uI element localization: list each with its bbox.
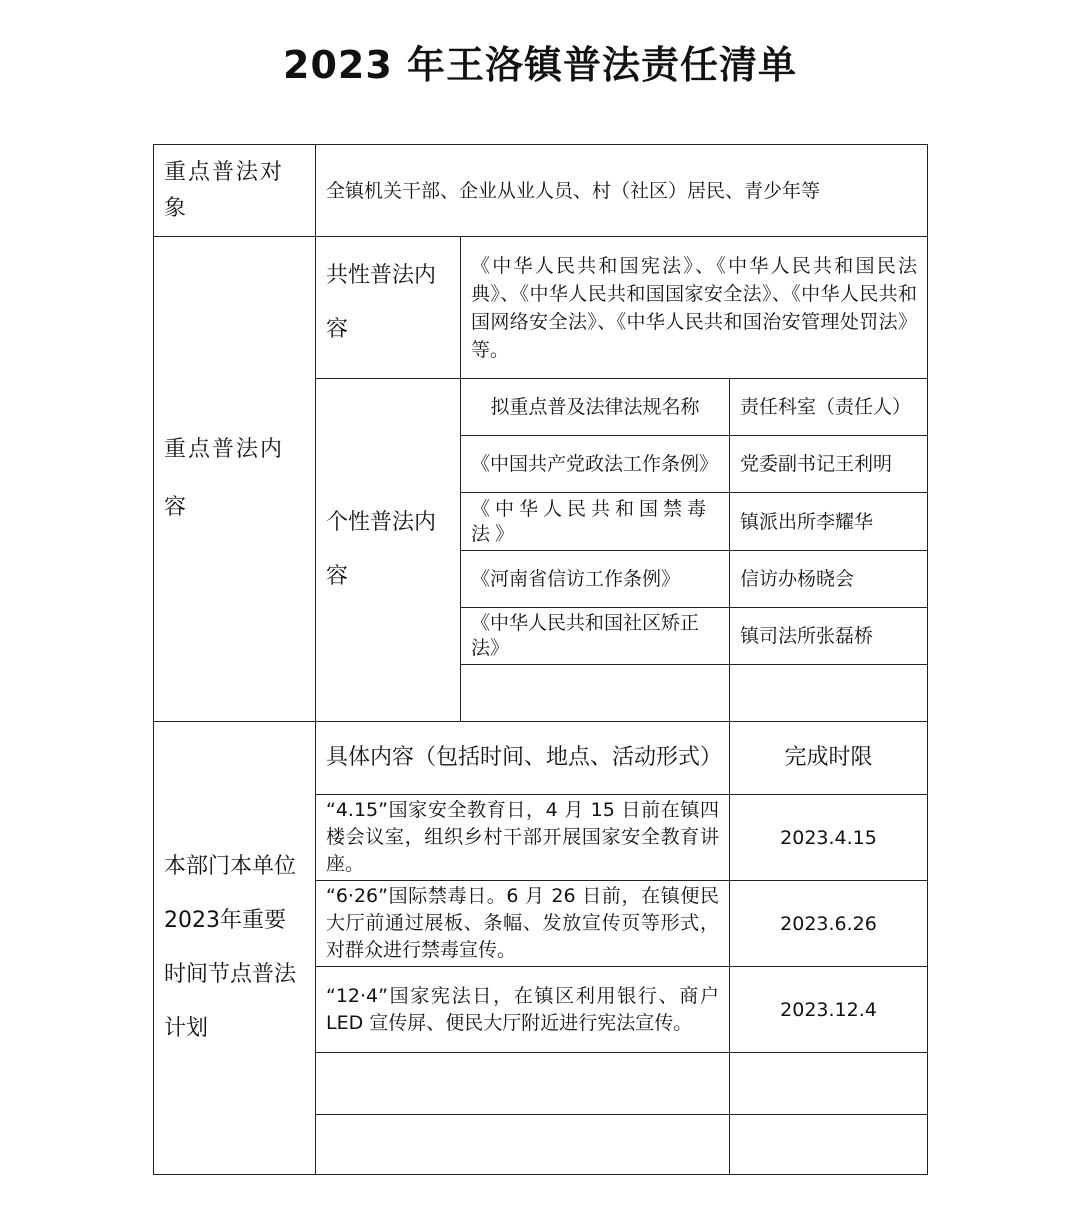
empty-cell [316, 1115, 730, 1175]
individual-content-label: 个性普法内容 [316, 379, 461, 722]
plan-content-header: 具体内容（包括时间、地点、活动形式） [316, 722, 730, 795]
target-label: 重点普法对象 [154, 145, 316, 237]
responsible-dept-header: 责任科室（责任人） [730, 379, 928, 436]
common-content-row [154, 237, 928, 379]
plan-section-label: 本部门本单位2023年重要时间节点普法计划 [154, 722, 316, 1175]
empty-cell [730, 665, 928, 722]
responsibility-table [153, 144, 928, 1175]
page-title: 2023 年王洛镇普法责任清单 [283, 43, 797, 87]
empty-cell [730, 1115, 928, 1175]
deadline: 2023.12.4 [730, 967, 928, 1053]
deadline-header: 完成时限 [730, 722, 928, 795]
law-name-header: 拟重点普及法律法规名称 [461, 379, 730, 436]
responsible-person: 镇司法所张磊桥 [730, 608, 928, 665]
deadline: 2023.6.26 [730, 881, 928, 967]
content-section-label: 重点普法内容 [154, 237, 316, 722]
plan-content: “6·26”国际禁毒日。6 月 26 日前，在镇便民大厅前通过展板、条幅、发放宣传页等形式，对群众进行禁毒宣传。 [316, 881, 730, 967]
empty-cell [461, 665, 730, 722]
responsible-person: 信访办杨晓会 [730, 551, 928, 608]
empty-cell [316, 1053, 730, 1115]
law-name: 《中国共产党政法工作条例》 [461, 436, 730, 493]
responsible-person: 镇派出所李耀华 [730, 493, 928, 551]
law-name: 《中华人民共和国禁毒法》 [461, 493, 730, 551]
plan-content: “12·4”国家宪法日，在镇区利用银行、商户 LED 宣传屏、便民大厅附近进行宪法宣传。 [316, 967, 730, 1053]
common-content-value: 《中华人民共和国宪法》、《中华人民共和国民法典》、《中华人民共和国国家安全法》、《中华人民共和国网络安全法》、《中华人民共和国治安管理处罚法》等。 [461, 237, 928, 379]
plan-header-row [154, 722, 928, 795]
deadline: 2023.4.15 [730, 795, 928, 881]
common-content-label: 共性普法内容 [316, 237, 461, 379]
plan-content: “4.15”国家安全教育日，4 月 15 日前在镇四楼会议室，组织乡村干部开展国家安全教育讲座。 [316, 795, 730, 881]
law-name: 《中华人民共和国社区矫正法》 [461, 608, 730, 665]
empty-cell [730, 1053, 928, 1115]
law-name: 《河南省信访工作条例》 [461, 551, 730, 608]
target-value: 全镇机关干部、企业从业人员、村（社区）居民、青少年等 [316, 145, 928, 237]
responsible-person: 党委副书记王利明 [730, 436, 928, 493]
target-row [154, 145, 928, 237]
